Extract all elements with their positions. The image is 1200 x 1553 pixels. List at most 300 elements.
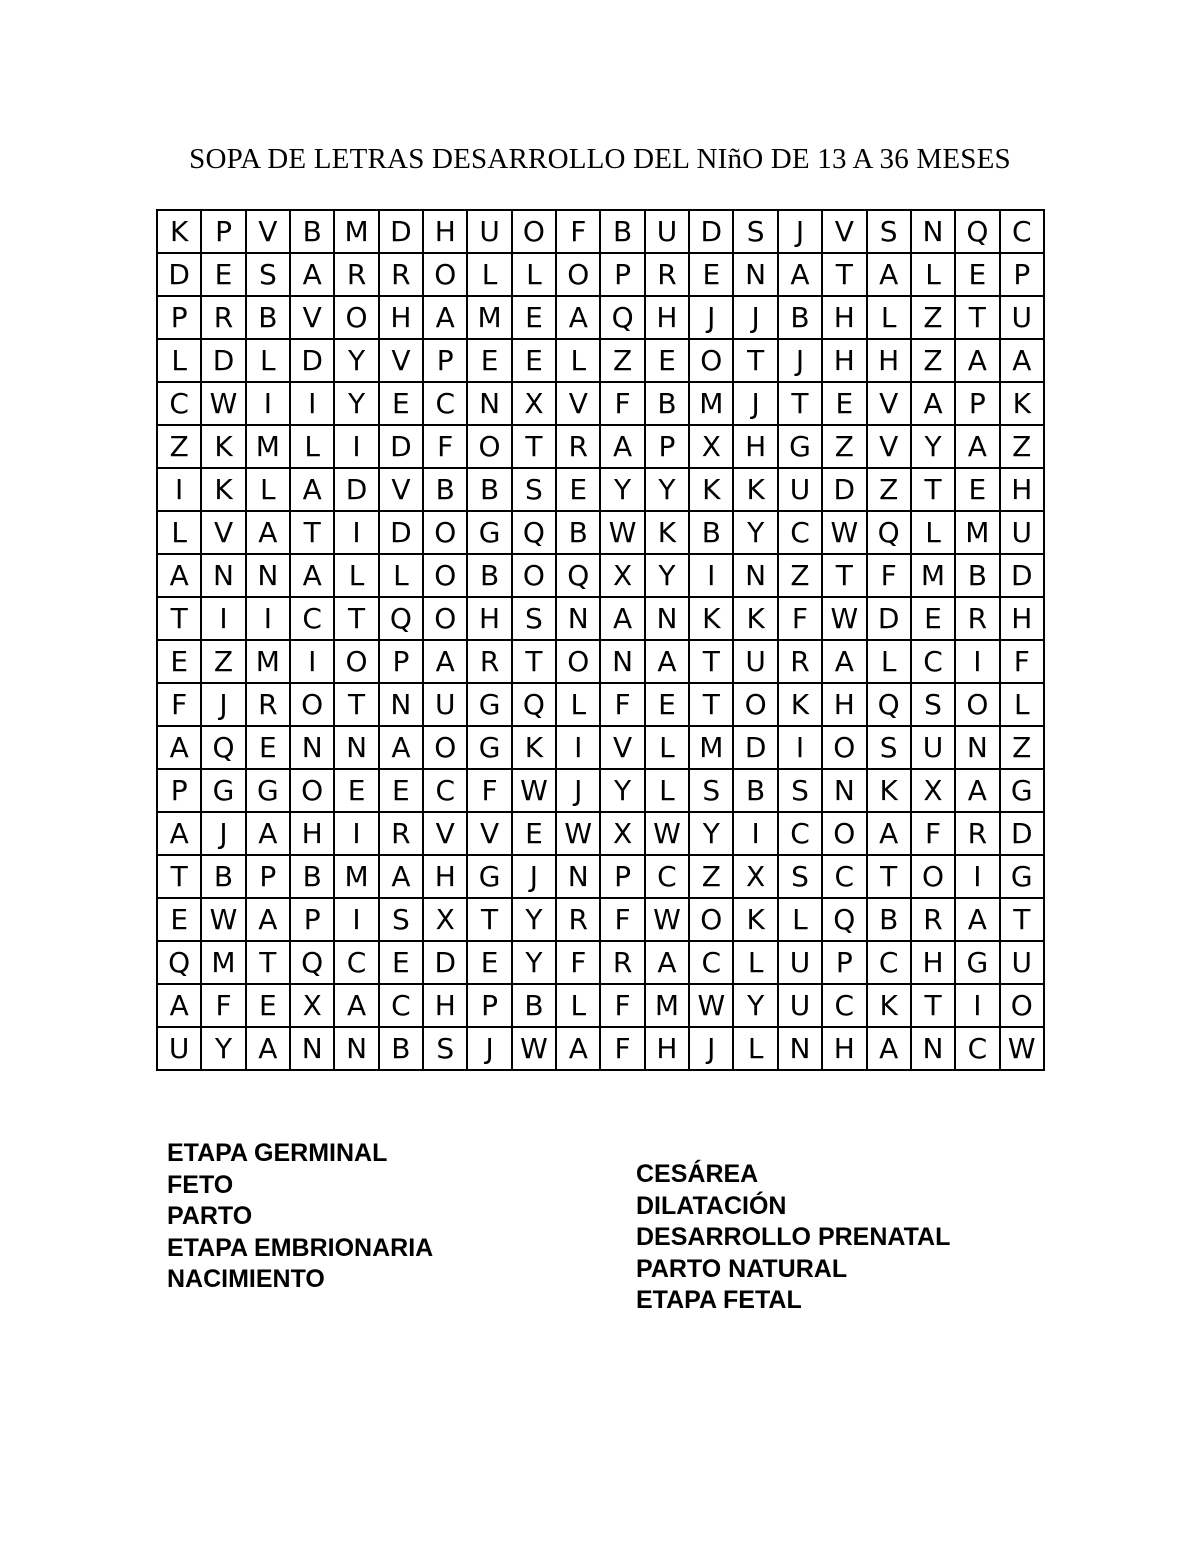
grid-cell: L bbox=[556, 984, 600, 1027]
grid-cell: A bbox=[157, 554, 201, 597]
grid-cell: Q bbox=[867, 683, 911, 726]
grid-cell: E bbox=[512, 296, 556, 339]
grid-cell: A bbox=[867, 1027, 911, 1070]
grid-cell: H bbox=[645, 1027, 689, 1070]
grid-cell: A bbox=[911, 382, 955, 425]
grid-cell: I bbox=[246, 382, 290, 425]
grid-cell: A bbox=[955, 769, 999, 812]
grid-cell: L bbox=[467, 253, 511, 296]
grid-cell: V bbox=[290, 296, 334, 339]
grid-cell: T bbox=[157, 855, 201, 898]
grid-cell: E bbox=[157, 640, 201, 683]
grid-cell: Z bbox=[689, 855, 733, 898]
grid-cell: A bbox=[290, 554, 334, 597]
grid-cell: N bbox=[733, 253, 777, 296]
grid-cell: V bbox=[246, 210, 290, 253]
grid-cell: R bbox=[467, 640, 511, 683]
grid-cell: G bbox=[201, 769, 245, 812]
grid-cell: I bbox=[290, 382, 334, 425]
grid-cell: Z bbox=[778, 554, 822, 597]
grid-cell: B bbox=[512, 984, 556, 1027]
grid-cell: R bbox=[556, 425, 600, 468]
grid-cell: N bbox=[334, 1027, 378, 1070]
grid-cell: K bbox=[733, 898, 777, 941]
grid-cell: F bbox=[600, 898, 644, 941]
grid-cell: M bbox=[689, 726, 733, 769]
grid-cell: P bbox=[600, 855, 644, 898]
grid-cell: A bbox=[157, 812, 201, 855]
grid-cell: R bbox=[246, 683, 290, 726]
grid-cell: V bbox=[467, 812, 511, 855]
grid-cell: G bbox=[246, 769, 290, 812]
grid-cell: D bbox=[1000, 554, 1044, 597]
grid-cell: F bbox=[911, 812, 955, 855]
grid-cell: Y bbox=[334, 382, 378, 425]
grid-cell: J bbox=[556, 769, 600, 812]
grid-cell: S bbox=[778, 855, 822, 898]
grid-cell: J bbox=[689, 296, 733, 339]
grid-cell: A bbox=[290, 253, 334, 296]
grid-cell: S bbox=[911, 683, 955, 726]
grid-cell: L bbox=[246, 339, 290, 382]
grid-cell: C bbox=[867, 941, 911, 984]
grid-cell: H bbox=[733, 425, 777, 468]
grid-cell: U bbox=[778, 984, 822, 1027]
grid-cell: U bbox=[645, 210, 689, 253]
grid-cell: R bbox=[379, 812, 423, 855]
grid-cell: C bbox=[379, 984, 423, 1027]
grid-cell: X bbox=[423, 898, 467, 941]
grid-cell: A bbox=[246, 511, 290, 554]
grid-cell: N bbox=[822, 769, 866, 812]
grid-cell: L bbox=[867, 640, 911, 683]
grid-row bbox=[157, 812, 1044, 855]
grid-cell: Y bbox=[645, 554, 689, 597]
grid-cell: N bbox=[778, 1027, 822, 1070]
grid-cell: T bbox=[334, 683, 378, 726]
grid-cell: R bbox=[379, 253, 423, 296]
grid-cell: C bbox=[955, 1027, 999, 1070]
grid-cell: C bbox=[157, 382, 201, 425]
grid-cell: P bbox=[1000, 253, 1044, 296]
grid-cell: M bbox=[246, 425, 290, 468]
grid-cell: N bbox=[467, 382, 511, 425]
grid-cell: D bbox=[157, 253, 201, 296]
grid-cell: E bbox=[955, 468, 999, 511]
grid-cell: D bbox=[423, 941, 467, 984]
grid-cell: L bbox=[290, 425, 334, 468]
grid-cell: F bbox=[600, 683, 644, 726]
grid-cell: Y bbox=[733, 984, 777, 1027]
grid-cell: L bbox=[157, 339, 201, 382]
grid-cell: N bbox=[246, 554, 290, 597]
grid-cell: O bbox=[1000, 984, 1044, 1027]
grid-cell: H bbox=[423, 984, 467, 1027]
grid-cell: H bbox=[1000, 468, 1044, 511]
grid-cell: Q bbox=[867, 511, 911, 554]
grid-cell: X bbox=[733, 855, 777, 898]
grid-cell: O bbox=[689, 339, 733, 382]
grid-cell: A bbox=[645, 941, 689, 984]
grid-cell: V bbox=[556, 382, 600, 425]
grid-cell: B bbox=[467, 468, 511, 511]
word-list-right bbox=[636, 1159, 950, 1317]
grid-cell: H bbox=[423, 210, 467, 253]
grid-cell: T bbox=[467, 898, 511, 941]
grid-cell: J bbox=[201, 812, 245, 855]
grid-cell: Q bbox=[512, 683, 556, 726]
grid-cell: U bbox=[778, 941, 822, 984]
grid-row bbox=[157, 339, 1044, 382]
word-list-item: ETAPA GERMINAL bbox=[167, 1139, 388, 1167]
grid-cell: B bbox=[379, 1027, 423, 1070]
grid-cell: D bbox=[867, 597, 911, 640]
grid-cell: C bbox=[822, 984, 866, 1027]
word-list-item: DESARROLLO PRENATAL bbox=[636, 1223, 951, 1251]
grid-cell: F bbox=[1000, 640, 1044, 683]
grid-cell: L bbox=[867, 296, 911, 339]
word-search-grid bbox=[156, 209, 1045, 1071]
grid-cell: Y bbox=[911, 425, 955, 468]
grid-cell: R bbox=[955, 597, 999, 640]
grid-cell: H bbox=[822, 1027, 866, 1070]
grid-cell: V bbox=[423, 812, 467, 855]
grid-cell: Z bbox=[600, 339, 644, 382]
grid-cell: C bbox=[778, 511, 822, 554]
grid-cell: N bbox=[733, 554, 777, 597]
grid-cell: A bbox=[157, 984, 201, 1027]
grid-cell: E bbox=[201, 253, 245, 296]
grid-cell: A bbox=[379, 726, 423, 769]
grid-cell: Y bbox=[334, 339, 378, 382]
grid-cell: E bbox=[955, 253, 999, 296]
grid-cell: G bbox=[1000, 855, 1044, 898]
grid-cell: N bbox=[556, 855, 600, 898]
grid-cell: A bbox=[645, 640, 689, 683]
grid-cell: Q bbox=[822, 898, 866, 941]
grid-cell: W bbox=[512, 1027, 556, 1070]
grid-cell: S bbox=[867, 210, 911, 253]
grid-cell: P bbox=[290, 898, 334, 941]
grid-cell: H bbox=[467, 597, 511, 640]
grid-cell: K bbox=[867, 984, 911, 1027]
grid-cell: C bbox=[290, 597, 334, 640]
grid-cell: X bbox=[911, 769, 955, 812]
grid-cell: M bbox=[467, 296, 511, 339]
grid-cell: J bbox=[467, 1027, 511, 1070]
grid-cell: D bbox=[822, 468, 866, 511]
grid-cell: N bbox=[334, 726, 378, 769]
grid-cell: T bbox=[689, 683, 733, 726]
grid-cell: O bbox=[512, 554, 556, 597]
grid-cell: I bbox=[778, 726, 822, 769]
grid-row bbox=[157, 769, 1044, 812]
grid-cell: D bbox=[290, 339, 334, 382]
grid-cell: C bbox=[911, 640, 955, 683]
grid-cell: Z bbox=[201, 640, 245, 683]
grid-cell: I bbox=[334, 425, 378, 468]
grid-cell: L bbox=[733, 1027, 777, 1070]
grid-cell: U bbox=[1000, 941, 1044, 984]
letter-grid-table bbox=[156, 209, 1045, 1071]
grid-cell: O bbox=[467, 425, 511, 468]
grid-cell: Z bbox=[867, 468, 911, 511]
grid-cell: S bbox=[512, 597, 556, 640]
grid-cell: I bbox=[334, 812, 378, 855]
grid-cell: O bbox=[911, 855, 955, 898]
grid-cell: B bbox=[467, 554, 511, 597]
grid-cell: S bbox=[867, 726, 911, 769]
grid-cell: C bbox=[822, 855, 866, 898]
grid-cell: N bbox=[290, 726, 334, 769]
grid-row bbox=[157, 253, 1044, 296]
grid-cell: O bbox=[512, 210, 556, 253]
grid-cell: U bbox=[733, 640, 777, 683]
grid-cell: E bbox=[512, 812, 556, 855]
grid-cell: K bbox=[778, 683, 822, 726]
grid-cell: A bbox=[246, 898, 290, 941]
grid-cell: A bbox=[423, 296, 467, 339]
grid-cell: F bbox=[600, 984, 644, 1027]
grid-cell: T bbox=[512, 425, 556, 468]
grid-cell: A bbox=[1000, 339, 1044, 382]
grid-cell: N bbox=[911, 1027, 955, 1070]
grid-cell: U bbox=[423, 683, 467, 726]
grid-cell: T bbox=[822, 554, 866, 597]
grid-cell: B bbox=[689, 511, 733, 554]
grid-cell: R bbox=[600, 941, 644, 984]
grid-cell: Z bbox=[157, 425, 201, 468]
grid-cell: Z bbox=[1000, 726, 1044, 769]
grid-cell: D bbox=[733, 726, 777, 769]
grid-cell: L bbox=[1000, 683, 1044, 726]
grid-cell: O bbox=[423, 597, 467, 640]
grid-cell: U bbox=[911, 726, 955, 769]
grid-cell: C bbox=[778, 812, 822, 855]
grid-cell: A bbox=[290, 468, 334, 511]
grid-cell: O bbox=[822, 726, 866, 769]
grid-cell: L bbox=[157, 511, 201, 554]
grid-cell: Y bbox=[733, 511, 777, 554]
grid-cell: D bbox=[379, 210, 423, 253]
grid-cell: B bbox=[955, 554, 999, 597]
grid-cell: O bbox=[423, 511, 467, 554]
grid-cell: I bbox=[955, 855, 999, 898]
grid-cell: X bbox=[600, 812, 644, 855]
grid-cell: F bbox=[157, 683, 201, 726]
grid-row bbox=[157, 683, 1044, 726]
grid-cell: T bbox=[867, 855, 911, 898]
grid-cell: O bbox=[822, 812, 866, 855]
word-list-item: PARTO bbox=[167, 1202, 253, 1230]
grid-row bbox=[157, 855, 1044, 898]
grid-cell: L bbox=[334, 554, 378, 597]
grid-cell: L bbox=[512, 253, 556, 296]
grid-row bbox=[157, 468, 1044, 511]
grid-row bbox=[157, 941, 1044, 984]
grid-cell: Y bbox=[512, 941, 556, 984]
grid-cell: T bbox=[512, 640, 556, 683]
grid-cell: L bbox=[645, 769, 689, 812]
grid-cell: M bbox=[955, 511, 999, 554]
grid-cell: W bbox=[556, 812, 600, 855]
grid-cell: W bbox=[822, 597, 866, 640]
grid-cell: F bbox=[600, 1027, 644, 1070]
grid-cell: V bbox=[379, 339, 423, 382]
grid-cell: M bbox=[334, 855, 378, 898]
grid-cell: Y bbox=[600, 769, 644, 812]
grid-cell: H bbox=[822, 339, 866, 382]
grid-cell: U bbox=[1000, 511, 1044, 554]
grid-cell: I bbox=[290, 640, 334, 683]
grid-cell: T bbox=[911, 984, 955, 1027]
grid-cell: P bbox=[201, 210, 245, 253]
grid-cell: V bbox=[822, 210, 866, 253]
grid-cell: C bbox=[689, 941, 733, 984]
grid-cell: A bbox=[955, 898, 999, 941]
grid-cell: W bbox=[201, 382, 245, 425]
grid-cell: Y bbox=[645, 468, 689, 511]
grid-cell: M bbox=[689, 382, 733, 425]
grid-cell: R bbox=[911, 898, 955, 941]
grid-cell: O bbox=[556, 253, 600, 296]
grid-cell: B bbox=[867, 898, 911, 941]
grid-cell: M bbox=[645, 984, 689, 1027]
grid-cell: R bbox=[645, 253, 689, 296]
grid-cell: O bbox=[334, 640, 378, 683]
grid-cell: Z bbox=[1000, 425, 1044, 468]
grid-cell: P bbox=[822, 941, 866, 984]
grid-cell: S bbox=[246, 253, 290, 296]
grid-row bbox=[157, 425, 1044, 468]
grid-cell: T bbox=[955, 296, 999, 339]
grid-cell: B bbox=[246, 296, 290, 339]
grid-row bbox=[157, 210, 1044, 253]
grid-cell: V bbox=[867, 382, 911, 425]
grid-cell: K bbox=[689, 597, 733, 640]
word-list-left bbox=[167, 1138, 433, 1296]
grid-cell: B bbox=[556, 511, 600, 554]
grid-cell: I bbox=[246, 597, 290, 640]
grid-cell: E bbox=[689, 253, 733, 296]
grid-cell: S bbox=[689, 769, 733, 812]
grid-cell: T bbox=[822, 253, 866, 296]
grid-cell: V bbox=[600, 726, 644, 769]
grid-cell: Y bbox=[600, 468, 644, 511]
grid-cell: F bbox=[778, 597, 822, 640]
grid-cell: U bbox=[778, 468, 822, 511]
grid-cell: C bbox=[1000, 210, 1044, 253]
grid-cell: A bbox=[379, 855, 423, 898]
grid-cell: X bbox=[512, 382, 556, 425]
grid-cell: W bbox=[645, 812, 689, 855]
grid-cell: A bbox=[955, 339, 999, 382]
grid-cell: G bbox=[955, 941, 999, 984]
grid-cell: Q bbox=[600, 296, 644, 339]
grid-cell: B bbox=[733, 769, 777, 812]
grid-cell: F bbox=[556, 941, 600, 984]
grid-cell: H bbox=[822, 296, 866, 339]
grid-cell: H bbox=[867, 339, 911, 382]
grid-cell: D bbox=[201, 339, 245, 382]
grid-cell: H bbox=[379, 296, 423, 339]
grid-cell: O bbox=[334, 296, 378, 339]
grid-cell: B bbox=[290, 210, 334, 253]
grid-cell: E bbox=[467, 941, 511, 984]
grid-cell: U bbox=[1000, 296, 1044, 339]
grid-cell: A bbox=[600, 425, 644, 468]
word-list-item: FETO bbox=[167, 1170, 234, 1199]
grid-cell: E bbox=[246, 726, 290, 769]
grid-cell: S bbox=[423, 1027, 467, 1070]
grid-cell: Q bbox=[290, 941, 334, 984]
grid-cell: F bbox=[600, 382, 644, 425]
grid-cell: T bbox=[911, 468, 955, 511]
word-list-item: ETAPA EMBRIONARIA bbox=[167, 1233, 434, 1262]
grid-row bbox=[157, 1027, 1044, 1070]
grid-cell: M bbox=[911, 554, 955, 597]
grid-cell: Q bbox=[201, 726, 245, 769]
grid-cell: J bbox=[689, 1027, 733, 1070]
grid-cell: Y bbox=[201, 1027, 245, 1070]
grid-cell: A bbox=[822, 640, 866, 683]
grid-cell: G bbox=[467, 855, 511, 898]
grid-cell: N bbox=[955, 726, 999, 769]
grid-cell: E bbox=[379, 382, 423, 425]
grid-cell: E bbox=[246, 984, 290, 1027]
grid-cell: O bbox=[733, 683, 777, 726]
grid-cell: K bbox=[645, 511, 689, 554]
grid-cell: P bbox=[157, 296, 201, 339]
grid-row bbox=[157, 554, 1044, 597]
grid-cell: E bbox=[556, 468, 600, 511]
grid-cell: C bbox=[645, 855, 689, 898]
grid-cell: F bbox=[201, 984, 245, 1027]
grid-cell: P bbox=[645, 425, 689, 468]
grid-cell: K bbox=[733, 468, 777, 511]
grid-cell: T bbox=[290, 511, 334, 554]
grid-cell: A bbox=[246, 1027, 290, 1070]
grid-cell: K bbox=[689, 468, 733, 511]
grid-cell: F bbox=[867, 554, 911, 597]
grid-cell: S bbox=[733, 210, 777, 253]
grid-cell: K bbox=[867, 769, 911, 812]
grid-cell: A bbox=[157, 726, 201, 769]
grid-cell: A bbox=[867, 812, 911, 855]
grid-row bbox=[157, 382, 1044, 425]
grid-cell: H bbox=[1000, 597, 1044, 640]
grid-cell: G bbox=[467, 726, 511, 769]
grid-cell: G bbox=[778, 425, 822, 468]
grid-cell: L bbox=[733, 941, 777, 984]
word-list-item: DILATACIÓN bbox=[636, 1191, 787, 1220]
grid-cell: O bbox=[290, 683, 334, 726]
grid-cell: Z bbox=[822, 425, 866, 468]
grid-cell: G bbox=[467, 683, 511, 726]
grid-cell: F bbox=[556, 210, 600, 253]
grid-cell: T bbox=[733, 339, 777, 382]
grid-cell: O bbox=[556, 640, 600, 683]
grid-cell: L bbox=[778, 898, 822, 941]
grid-cell: K bbox=[733, 597, 777, 640]
grid-cell: P bbox=[157, 769, 201, 812]
grid-cell: N bbox=[600, 640, 644, 683]
grid-cell: Q bbox=[955, 210, 999, 253]
grid-cell: T bbox=[778, 382, 822, 425]
grid-cell: Q bbox=[512, 511, 556, 554]
grid-row bbox=[157, 597, 1044, 640]
grid-row bbox=[157, 640, 1044, 683]
